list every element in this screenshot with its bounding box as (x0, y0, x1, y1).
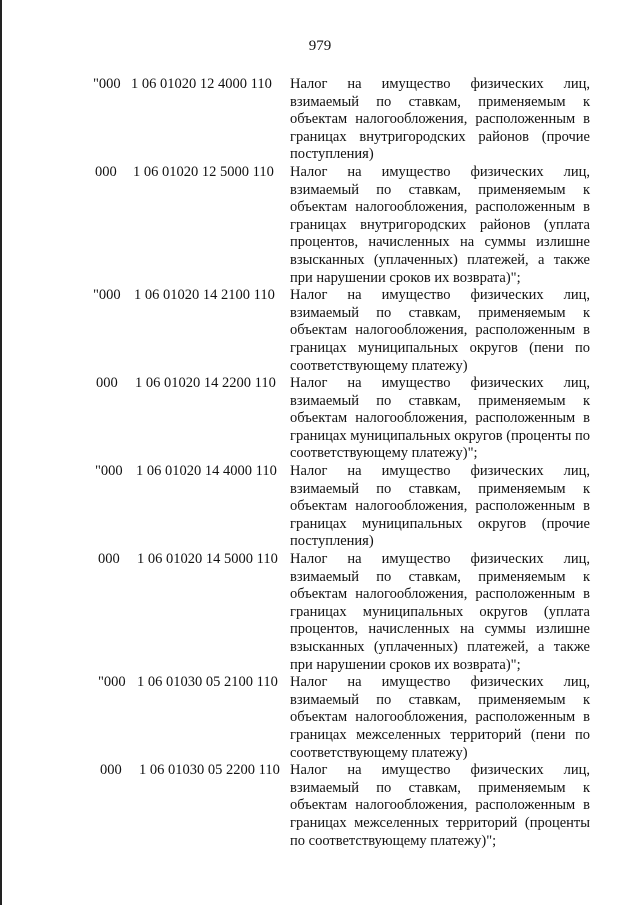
budget-classification-code: 1 06 01020 14 2100 110 (134, 287, 275, 304)
code-entry (0, 287, 640, 375)
entry-description: Налог на имущество физических лиц, взимаемый по ставкам, применяемым к объектам налогообложения, расположенным в границах межселенных территорий (проценты по соответствующему платежу)"; (290, 762, 590, 849)
budget-classification-code: 1 06 01020 12 5000 110 (133, 163, 274, 180)
entry-prefix: 000 (98, 551, 120, 568)
entry-prefix: "000 (95, 463, 123, 480)
entry-prefix: "000 (98, 674, 126, 691)
code-entry (0, 762, 640, 850)
code-entry (0, 76, 640, 164)
entry-prefix: 000 (100, 762, 122, 779)
page-number: 979 (308, 38, 332, 54)
entry-description: Налог на имущество физических лиц, взимаемый по ставкам, применяемым к объектам налогообложения, расположенным в границах межселенных территорий (пени по соответствующему платежу) (290, 674, 590, 761)
entry-prefix: "000 (93, 287, 121, 304)
budget-classification-code: 1 06 01020 12 4000 110 (131, 76, 272, 92)
entry-prefix: 000 (95, 163, 117, 180)
entry-description: Налог на имущество физических лиц, взимаемый по ставкам, применяемым к объектам налогообложения, расположенным в границах муниципальных округов (пени по соответствующему платежу) (290, 287, 590, 374)
entry-description: Налог на имущество физических лиц, взимаемый по ставкам, применяемым к объектам налогообложения, расположенным в границах муниципальных округов (прочие поступления) (290, 463, 590, 550)
code-entry (0, 463, 640, 551)
code-entry (0, 674, 640, 762)
budget-classification-code: 1 06 01020 14 2200 110 (135, 375, 276, 392)
budget-classification-code: 1 06 01030 05 2200 110 (139, 762, 280, 779)
code-entry (0, 551, 640, 674)
budget-classification-code: 1 06 01020 14 4000 110 (136, 463, 277, 480)
entry-prefix: "000 (93, 76, 121, 92)
code-entry (0, 375, 640, 463)
budget-classification-code: 1 06 01030 05 2100 110 (137, 674, 278, 691)
code-entry (0, 164, 640, 287)
entry-description: Налог на имущество физических лиц, взимаемый по ставкам, применяемым к объектам налогообложения, расположенным в границах внутригородских районов (уплата процентов, начисленных на суммы излишне взысканных (уплаченных) платежей, а также при нарушении сроков их возврата)"; (290, 163, 590, 286)
entry-description: Налог на имущество физических лиц, взимаемый по ставкам, применяемым к объектам налогообложения, расположенным в границах муниципальных округов (проценты по соответствующему платежу)"; (290, 375, 590, 462)
entry-prefix: 000 (96, 375, 118, 392)
entry-description: Налог на имущество физических лиц, взимаемый по ставкам, применяемым к объектам налогообложения, расположенным в границах муниципальных округов (уплата процентов, начисленных на суммы излишне взысканных (уплаченных) платежей, а также при нарушении сроков их возврата)"; (290, 551, 590, 673)
budget-classification-code: 1 06 01020 14 5000 110 (137, 551, 278, 568)
code-entries-list (0, 76, 640, 850)
entry-description: Налог на имущество физических лиц, взимаемый по ставкам, применяемым к объектам налогообложения, расположенным в границах внутригородских районов (прочие поступления) (290, 76, 590, 163)
